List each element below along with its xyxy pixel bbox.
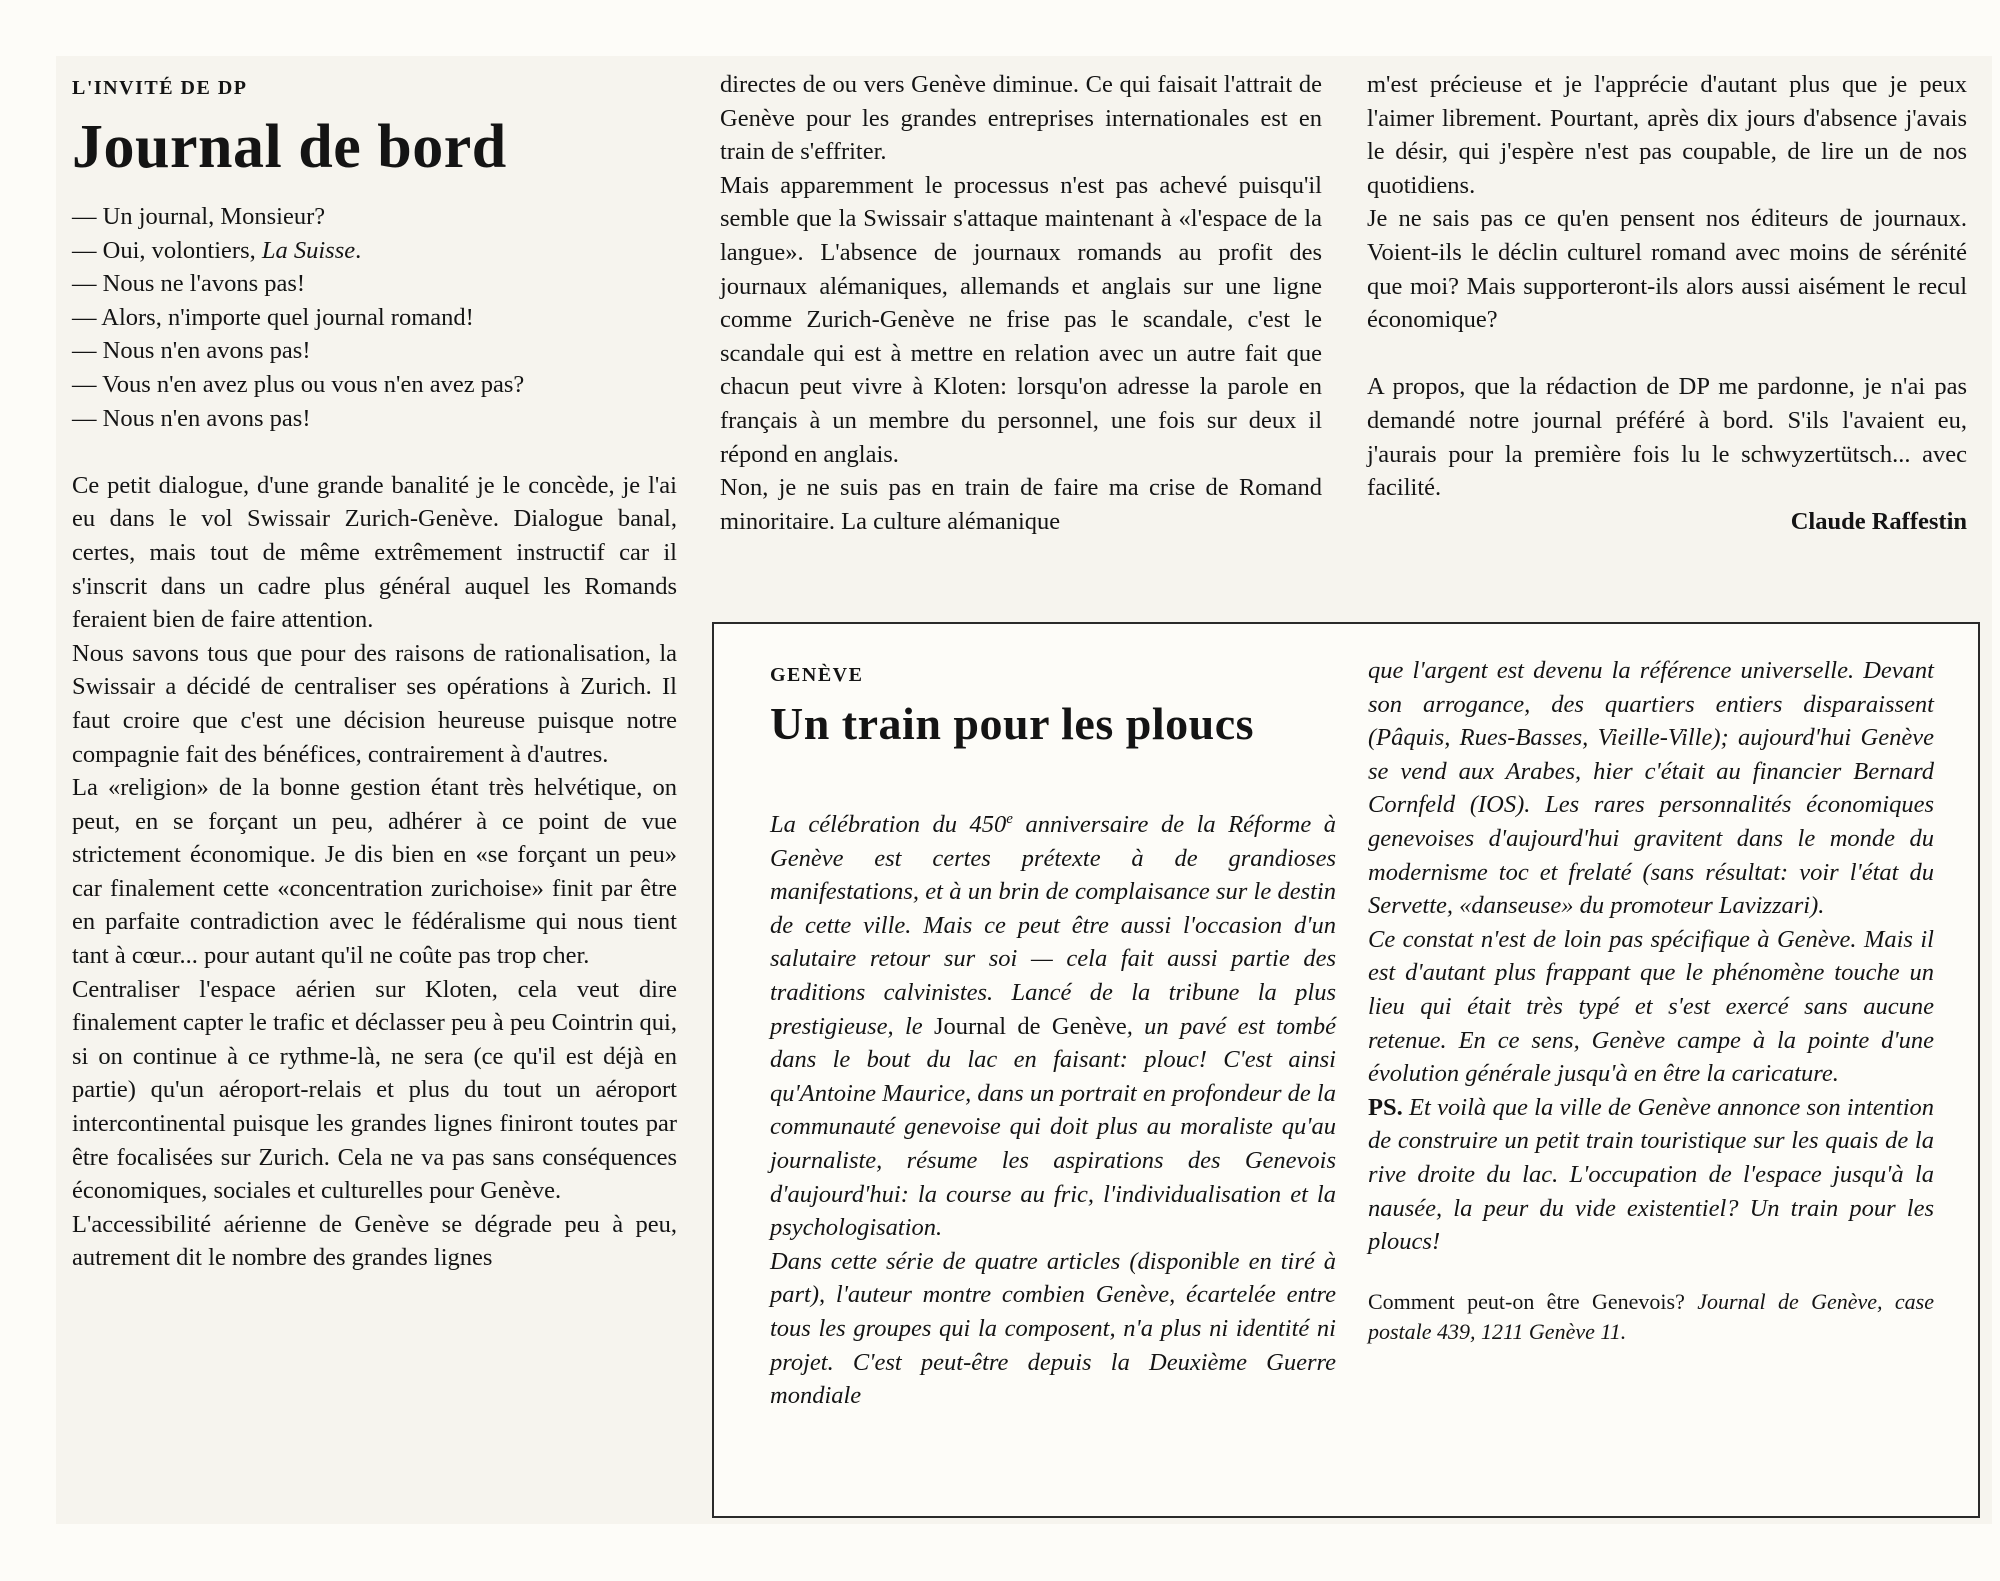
paragraph: Non, je ne suis pas en train de faire ma crise de Romand minoritaire. La culture alémanique: [720, 474, 1322, 535]
paragraph: m'est précieuse et je l'apprécie d'autant plus que je peux l'aimer librement. Pourtant, après dix jours d'absence j'avais le désir, qui j'espère n'est pas coupable, de lire un de nos quotidiens.: [1367, 71, 1967, 199]
source-reference: Comment peut-on être Genevois? Journal de Genève, case postale 439, 1211 Genève 11.: [1368, 1288, 1934, 1344]
paragraph: que l'argent est devenu la référence universelle. Devant son arrogance, des quartiers entiers disparaissent (Pâquis, Rues-Basses, Vieille-Ville); aujourd'hui Genève se vend aux Arabes, hier c'était au financier Bernard Cornfeld (IOS). Les rares personnalités économiques genevoises d'aujourd'hui gravitent dans le monde du modernisme toc et frelaté (sans résultat: voir l'état du Servette, «danseuse» du promoteur Lavizzari).: [1368, 657, 1934, 920]
author-signature: Claude Raffestin: [1790, 507, 1967, 535]
article-column-1: [72, 68, 677, 1275]
boxed-article: [712, 622, 1980, 1518]
boxed-article-kicker: GENÈVE: [770, 664, 864, 686]
boxed-article-right-column: [1368, 654, 1934, 1347]
paragraph: La «religion» de la bonne gestion étant très helvétique, on peut, en se forçant un peu, adhérer à ce point de vue strictement économique. Je dis bien en «se forçant un peu» car finalement cette «concentration zurichoise» finit par être en parfaite contradiction avec le fédéralisme qui nous tient tant à cœur... pour autant qu'il ne coûte pas trop cher.: [72, 774, 677, 970]
dialogue-line: — Vous n'en avez plus ou vous n'en avez pas?: [72, 370, 525, 398]
paragraph: A propos, que la rédaction de DP me pardonne, je n'ai pas demandé notre journal préféré à bord. S'ils l'avaient eu, j'aurais pour la première fois lu le schwyzertütsch... avec facilité.: [1367, 373, 1967, 502]
paragraph: Mais apparemment le processus n'est pas achevé puisqu'il semble que la Swissair s'attaque maintenant à «l'espace de la langue». L'absence de journaux romands au profit des journaux alémaniques, allemands et anglais sur une ligne comme Zurich-Genève ne frise pas le scandale, c'est le scandale qui est à mettre en relation avec un autre fait que chacun peut vivre à Kloten: lorsqu'on adresse la parole en français à un membre du personnel, une fois sur deux il répond en anglais.: [720, 171, 1322, 468]
ps-label: PS.: [1368, 1093, 1403, 1121]
article-kicker: L'INVITÉ DE DP: [72, 77, 248, 99]
dialogue-line: — Nous n'en avons pas!: [72, 404, 311, 432]
newspaper-name: La Suisse: [261, 236, 356, 264]
paragraph: La célébration du 450e anniversaire de la Réforme à Genève est certes prétexte à de grandioses manifestations, et à un brin de complaisance sur le destin de cette ville. Mais ce peut être aussi l'occasion d'un salutaire retour sur soi — cela fait aussi partie des traditions calvinistes. Lancé de la tribune la plus prestigieuse, le Journal de Genève, un pavé est tombé dans le bout du lac en faisant: plouc! C'est ainsi qu'Antoine Maurice, dans un portrait en profondeur de la communauté genevoise qui doit plus au moraliste qu'au journaliste, résume les aspirations des Genevois d'aujourd'hui: la course au fric, l'individualisation et la psychologisation.: [770, 810, 1336, 1242]
paragraph: L'accessibilité aérienne de Genève se dégrade peu à peu, autrement dit le nombre des grandes lignes: [72, 1210, 677, 1272]
dialogue-line: — Un journal, Monsieur?: [72, 203, 326, 230]
postscript: PS. Et voilà que la ville de Genève annonce son intention de construire un petit train touristique sur les quais de la rive droite du lac. L'occupation de l'espace jusqu'à la nausée, la peur du vide existentiel? Un train pour les ploucs!: [1368, 1093, 1934, 1256]
boxed-article-title: Un train pour les ploucs: [770, 698, 1255, 749]
paragraph: Dans cette série de quatre articles (disponible en tiré à part), l'auteur montre combien Genève, écartelée entre tous les groupes qui la composent, n'a plus ni identité ni projet. C'est peut-être depuis la Deuxième Guerre mondiale: [770, 1247, 1336, 1410]
paragraph: Je ne sais pas ce qu'en pensent nos éditeurs de journaux. Voient-ils le déclin culturel romand avec moins de sérénité que moi? Mais supporteront-ils alors aussi aisément le recul économique?: [1367, 205, 1967, 334]
paragraph: Ce constat n'est de loin pas spécifique à Genève. Mais il est d'autant plus frappant que le phénomène touche un lieu qui était très typé et s'est exercé sans aucune retenue. En ce sens, Genève campe à la pointe d'une évolution générale jusqu'à en être la caricature.: [1368, 925, 1934, 1088]
dialogue: [72, 200, 677, 435]
paragraph: Centraliser l'espace aérien sur Kloten, cela veut dire finalement capter le trafic et déclasser peu à peu Cointrin qui, si on continue à ce rythme-là, ne sera (ce qu'il est déjà en partie) qu'un aéroport-relais et plus du tout un aéroport intercontinental puisque les grandes lignes finiront toutes par être focalisées sur Zurich. Cela ne va pas sans conséquences économiques, sociales et culturelles pour Genève.: [72, 975, 677, 1205]
article-title: Journal de bord: [72, 113, 507, 181]
dialogue-line: — Alors, n'importe quel journal romand!: [72, 303, 474, 331]
paragraph: Ce petit dialogue, d'une grande banalité je le concède, je l'ai eu dans le vol Swissair Zurich-Genève. Dialogue banal, certes, mais tout de même extrêmement instructif car il s'inscrit dans un cadre plus général auquel les Romands feraient bien de faire attention.: [72, 471, 677, 634]
article-column-2: [720, 68, 1322, 538]
newspaper-name: Journal de Genève: [933, 1012, 1127, 1040]
paragraph: Nous savons tous que pour des raisons de rationalisation, la Swissair a décidé de centraliser ses opérations à Zurich. Il faut croire que c'est une décision heureuse puisque notre compagnie fait des bénéfices, contrairement à d'autres.: [72, 639, 677, 768]
article-column-3: [1367, 68, 1967, 538]
paragraph: directes de ou vers Genève diminue. Ce qui faisait l'attrait de Genève pour les grandes entreprises internationales est en train de s'effriter.: [720, 71, 1322, 166]
dialogue-line: — Oui, volontiers, La Suisse.: [72, 236, 362, 264]
dialogue-line: — Nous ne l'avons pas!: [72, 270, 306, 298]
dialogue-line: — Nous n'en avons pas!: [72, 337, 311, 365]
boxed-article-left-column: [770, 660, 1336, 1413]
